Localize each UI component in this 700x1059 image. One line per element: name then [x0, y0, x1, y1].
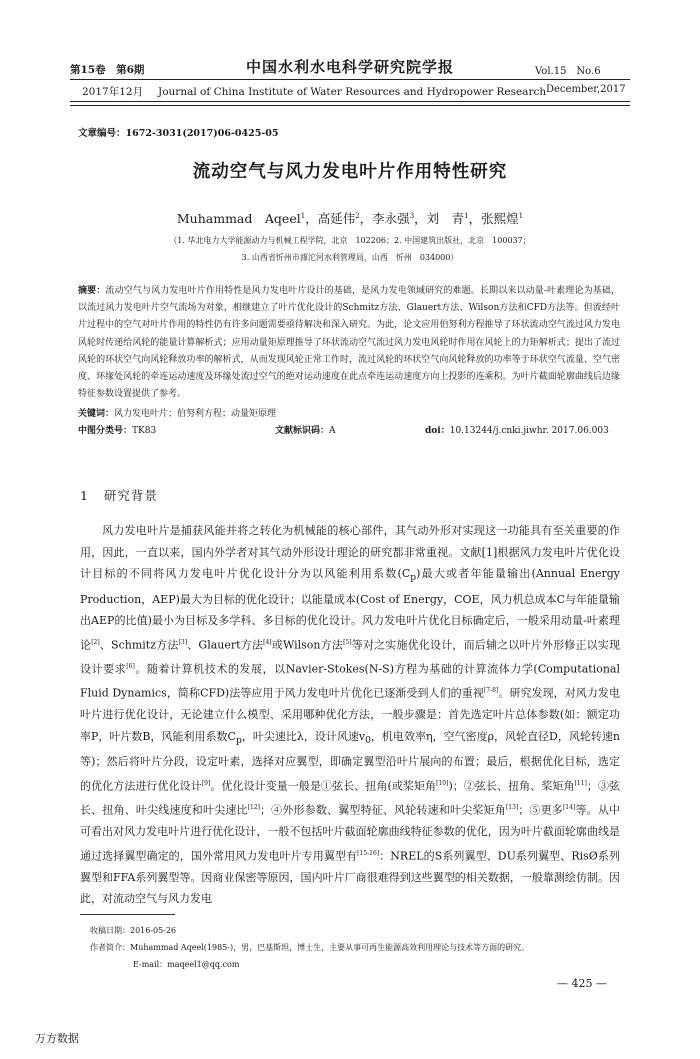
author-name: ，刘 青 — [414, 211, 465, 226]
header-journal-title: 中国水利水电科学研究院学报 — [245, 58, 454, 76]
author-name: ，李永强 — [359, 211, 410, 226]
footer-watermark: 万方数据 — [35, 1032, 79, 1045]
clc-value: TK83 — [132, 426, 157, 436]
article-number: 文章编号：1672-3031(2017)06-0425-05 — [78, 128, 279, 139]
author-affiliation-mark: 1 — [300, 211, 306, 220]
paper-title: 流动空气与风力发电叶片作用特性研究 — [192, 162, 508, 182]
author-list — [0, 209, 700, 227]
abstract — [78, 283, 620, 403]
clc-label: 中图分类号： — [78, 426, 133, 436]
footnote-rule — [80, 914, 175, 915]
author-affiliation-mark: 1 — [464, 211, 469, 220]
affiliation-line: 3. 山西省忻州市滹沱河水利管理局，山西 忻州 034000） — [241, 253, 459, 262]
author-name: ，张熙煌 — [468, 211, 519, 226]
abstract-text: 流动空气与风力发电叶片作用特性是风力发电叶片设计的基础，是风力发电领域研究的难题。长期以来以动量-叶素理论为基础，以流过风力发电叶片空气流场为对象，相继建立了叶片优化设计的Schmitz方法、Glauert方法、Wilson方法和CFD方法等。但流经叶片过程中的空气对叶片作用的特性仍有许多问题需要亟待解决和深入研究。为此，论文应用伯努利方程推导了环状流动空气流过风力发电风轮时传递给风轮的能量计算解析式；应用动量矩原理推导了环状流动空气流过风力发电风轮时作用在风轮上的力矩解析式；提出了流过风轮的环状空气向风轮释放功率的解析式，从而发现风轮正常工作时，流过风轮的环状空气向风轮释放的功率等于环状空气流量、空气密度、环缘处风轮的牵连运动速度及环缘处流过空气的绝对运动速度在此点牵连运动速度方向上投影的连乘积。为叶片截面轮廓曲线后边缘特征参数设置提供了参考。 — [78, 286, 620, 400]
author-affiliation-mark: 3 — [409, 211, 415, 220]
document-code — [275, 423, 336, 436]
section-heading — [80, 486, 158, 504]
footnote-email: E-mail：maqeel1@qq.com — [133, 960, 240, 969]
doi — [425, 423, 609, 436]
header-journal-title-en: Journal of China Institute of Water Resources and Hydropower Research — [158, 86, 547, 98]
header-date: 2017年12月 — [82, 86, 144, 98]
footnote-author-bio: 作者简介：Muhammad Aqeel(1985-)，男，巴基斯坦，博士生，主要从事可再生能源高效利用理论与技术等方面的研究。 — [90, 943, 530, 952]
page-number: — 425 — — [557, 977, 607, 990]
section-title: 研究背景 — [103, 488, 158, 503]
clc-number — [78, 423, 156, 436]
author-name: Muhammad Aqeel — [176, 211, 301, 226]
document-code-value: A — [329, 426, 336, 436]
abstract-label: 摘要： — [78, 286, 106, 296]
document-code-label: 文献标识码： — [275, 426, 330, 436]
header-rule — [70, 79, 630, 80]
keywords-text: 风力发电叶片；伯努利方程；动量矩原理 — [114, 409, 277, 419]
header-volume-issue-en: Vol.15 No.6 — [535, 66, 601, 77]
header-volume-issue: 第15卷 第6期 — [70, 64, 145, 76]
author-affiliation-mark: 1 — [518, 211, 524, 220]
paragraph: 风力发电叶片是捕获风能并将之转化为机械能的核心部件，其气动外形对实现这一功能具有至关重要的作用，因此，一直以来，国内外学者对其气动外形设计理论的研究都非常重视。文献[1]根据风力发电叶片优化设计目标的不同将风力发电叶片优化设计分为以风能利用系数$(C_p)$最大或者年能量输出(Annual Energy Production，AEP)最大为目标的优化设计；以能量成本(Cost of Energy，COE，风力机总成本C与年能量输出AEP的比值)最小为目标及多学科、多目标的优化设计。风力发电叶片优化目标确定后，一般采用动量-叶素理论[2]、Schmitz方法[3]、Glauert方法[4]或Wilson方法[5]等对之实施优化设计，而后辅之以叶片外形修正以实现设计要求[6]。随着计算机技术的发展，以Navier-Stokes(N-S)方程为基础的计算流体力学(Computational Fluid Dynamics，简称CFD)法等应用于风力发电叶片优化已逐渐受到人们的重视[7-8]。研究发现，对风力发电叶片进行优化设计，无论建立什么模型、采用哪种优化方法，一般步骤是：首先选定叶片总体参数(如：额定功率P，叶片数B，风能利用系数$C_p$，叶尖速比λ，设计风速$v_0$，机电效率η，空气密度ρ，风轮直径D，风轮转速n等)；然后将叶片分段，设定叶素，选择对应翼型，即确定翼型沿叶片展向的布置；最后，根据优化目标，选定的优化方法进行优化设计[9]。优化设计变量一般是①弦长、扭角(或桨矩角[10])；②弦长、扭角、桨矩角[11]；③弦长、扭角、叶尖线速度和叶尖速比[12]；④外形参数、翼型特征、风轮转速和叶尖桨矩角[13]；⑤更多[14]等。从中可看出对风力发电叶片进行优化设计，一般不包括叶片截面轮廓曲线特征参数的优化，因为叶片截面轮廓曲线是通过选择翼型确定的，国外常用风力发电叶片专用翼型有[15-16]：NREL的S系列翼型、DU系列翼型、RisØ系列翼型和FFA系列翼型等。因商业保密等原因，国内叶片厂商很难得到这些翼型的相关数据，一般靠测绘仿制。因此，对流动空气与风力发电 — [80, 524, 621, 906]
author-name: ，高延伟 — [305, 211, 356, 226]
doi-value: 10.13244/j.cnki.jiwhr. 2017.06.003 — [449, 426, 609, 436]
header-double-rule — [70, 101, 630, 106]
doi-label: doi： — [425, 426, 450, 436]
header-date-en: December,2017 — [546, 84, 626, 95]
footnote-received: 收稿日期：2016-05-26 — [90, 926, 177, 935]
keywords — [78, 406, 276, 419]
keywords-label: 关键词： — [78, 409, 115, 419]
author-affiliation-mark: 2 — [355, 211, 360, 220]
section-number: 1 — [80, 488, 89, 503]
affiliation-line: （1. 华北电力大学能源动力与机械工程学院，北京 102206；2. 中国建筑出版社，北京 100037； — [169, 236, 531, 245]
body-text — [80, 520, 620, 910]
